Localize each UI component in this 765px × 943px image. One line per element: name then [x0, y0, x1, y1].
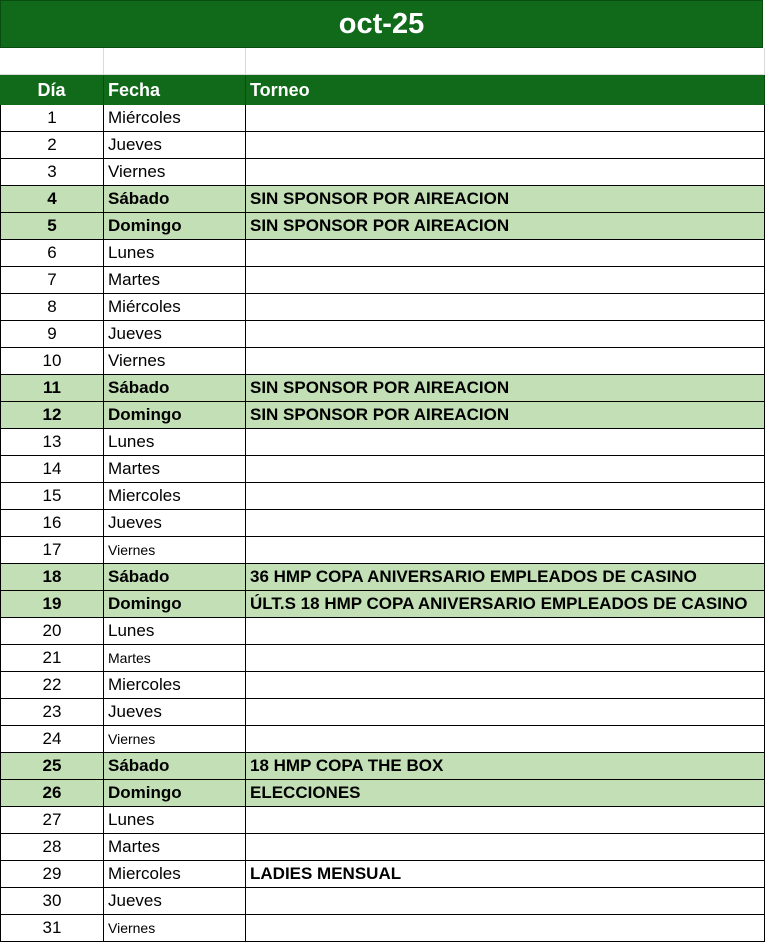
table-row	[0, 267, 765, 294]
torneo-cell[interactable]	[246, 915, 765, 941]
table-row	[0, 348, 765, 375]
blank-row	[0, 48, 765, 75]
dia-cell[interactable]: 26	[0, 780, 104, 806]
table-row	[0, 105, 765, 132]
dia-cell[interactable]: 17	[0, 537, 104, 563]
table-row	[0, 240, 765, 267]
header-dia[interactable]: Día	[0, 75, 104, 105]
table-row	[0, 618, 765, 645]
table-row	[0, 591, 765, 618]
header-fecha[interactable]: Fecha	[104, 75, 246, 105]
table-row	[0, 321, 765, 348]
dia-cell[interactable]: 30	[0, 888, 104, 914]
torneo-cell[interactable]: 36 HMP COPA ANIVERSARIO EMPLEADOS DE CASINO	[246, 564, 765, 590]
table-row	[0, 672, 765, 699]
fecha-cell[interactable]: Sábado	[104, 375, 246, 401]
torneo-cell[interactable]	[246, 348, 765, 374]
torneo-cell[interactable]: ELECCIONES	[246, 780, 765, 806]
fecha-cell[interactable]: Viernes	[104, 348, 246, 374]
fecha-cell[interactable]: Lunes	[104, 807, 246, 833]
dia-cell[interactable]: 8	[0, 294, 104, 320]
dia-cell[interactable]: 6	[0, 240, 104, 266]
table-row	[0, 132, 765, 159]
torneo-cell[interactable]	[246, 618, 765, 644]
table-row	[0, 834, 765, 861]
table-row	[0, 726, 765, 753]
table-row	[0, 159, 765, 186]
fecha-cell[interactable]: Viernes	[104, 537, 246, 563]
fecha-cell[interactable]: Sábado	[104, 186, 246, 212]
dia-cell[interactable]: 21	[0, 645, 104, 671]
fecha-cell[interactable]: Jueves	[104, 132, 246, 158]
dia-cell[interactable]: 11	[0, 375, 104, 401]
fecha-cell[interactable]: Domingo	[104, 402, 246, 428]
blank-cell[interactable]	[0, 48, 104, 75]
torneo-cell[interactable]	[246, 510, 765, 536]
torneo-cell[interactable]	[246, 807, 765, 833]
torneo-cell[interactable]	[246, 699, 765, 725]
table-row	[0, 375, 765, 402]
fecha-cell[interactable]: Miercoles	[104, 483, 246, 509]
table-row	[0, 699, 765, 726]
fecha-cell[interactable]: Sábado	[104, 564, 246, 590]
fecha-cell[interactable]: Lunes	[104, 429, 246, 455]
table-row	[0, 294, 765, 321]
fecha-cell[interactable]: Domingo	[104, 213, 246, 239]
table-row	[0, 402, 765, 429]
dia-cell[interactable]: 16	[0, 510, 104, 536]
calendar-rows	[0, 105, 765, 942]
dia-cell[interactable]: 19	[0, 591, 104, 617]
fecha-cell[interactable]: Domingo	[104, 591, 246, 617]
fecha-cell[interactable]: Miercoles	[104, 672, 246, 698]
torneo-cell[interactable]	[246, 429, 765, 455]
torneo-cell[interactable]	[246, 321, 765, 347]
table-row	[0, 456, 765, 483]
torneo-cell[interactable]	[246, 132, 765, 158]
dia-cell[interactable]: 1	[0, 105, 104, 131]
fecha-cell[interactable]: Miercoles	[104, 861, 246, 887]
fecha-cell[interactable]: Domingo	[104, 780, 246, 806]
table-row	[0, 915, 765, 942]
blank-cell[interactable]	[246, 48, 765, 75]
dia-cell[interactable]: 25	[0, 753, 104, 779]
table-row	[0, 753, 765, 780]
dia-cell[interactable]: 3	[0, 159, 104, 185]
fecha-cell[interactable]: Jueves	[104, 321, 246, 347]
torneo-cell[interactable]: 18 HMP COPA THE BOX	[246, 753, 765, 779]
table-row	[0, 645, 765, 672]
fecha-cell[interactable]: Martes	[104, 834, 246, 860]
month-title[interactable]: oct-25	[0, 0, 763, 48]
fecha-cell[interactable]: Martes	[104, 645, 246, 671]
torneo-cell[interactable]	[246, 240, 765, 266]
fecha-cell[interactable]: Viernes	[104, 726, 246, 752]
dia-cell[interactable]: 2	[0, 132, 104, 158]
torneo-cell[interactable]	[246, 483, 765, 509]
dia-cell[interactable]: 10	[0, 348, 104, 374]
blank-cell[interactable]	[104, 48, 246, 75]
table-row	[0, 483, 765, 510]
dia-cell[interactable]: 7	[0, 267, 104, 293]
dia-cell[interactable]: 28	[0, 834, 104, 860]
torneo-cell[interactable]	[246, 267, 765, 293]
fecha-cell[interactable]: Miércoles	[104, 105, 246, 131]
dia-cell[interactable]: 31	[0, 915, 104, 941]
torneo-cell[interactable]: ÚLT.S 18 HMP COPA ANIVERSARIO EMPLEADOS DE CASINO	[246, 591, 765, 617]
fecha-cell[interactable]: Viernes	[104, 915, 246, 941]
dia-cell[interactable]: 5	[0, 213, 104, 239]
fecha-cell[interactable]: Lunes	[104, 240, 246, 266]
torneo-cell[interactable]	[246, 456, 765, 482]
table-row	[0, 780, 765, 807]
torneo-cell[interactable]	[246, 645, 765, 671]
fecha-cell[interactable]: Jueves	[104, 888, 246, 914]
dia-cell[interactable]: 22	[0, 672, 104, 698]
fecha-cell[interactable]: Viernes	[104, 159, 246, 185]
torneo-cell[interactable]	[246, 294, 765, 320]
table-row	[0, 213, 765, 240]
dia-cell[interactable]: 29	[0, 861, 104, 887]
fecha-cell[interactable]: Martes	[104, 456, 246, 482]
dia-cell[interactable]: 13	[0, 429, 104, 455]
dia-cell[interactable]: 4	[0, 186, 104, 212]
torneo-cell[interactable]	[246, 159, 765, 185]
torneo-cell[interactable]: SIN SPONSOR POR AIREACION	[246, 402, 765, 428]
dia-cell[interactable]: 27	[0, 807, 104, 833]
fecha-cell[interactable]: Jueves	[104, 510, 246, 536]
table-row	[0, 807, 765, 834]
torneo-cell[interactable]: LADIES MENSUAL	[246, 861, 765, 887]
table-row	[0, 429, 765, 456]
dia-cell[interactable]: 20	[0, 618, 104, 644]
fecha-cell[interactable]: Sábado	[104, 753, 246, 779]
column-header-row	[0, 75, 765, 105]
table-row	[0, 537, 765, 564]
dia-cell[interactable]: 12	[0, 402, 104, 428]
table-row	[0, 888, 765, 915]
torneo-cell[interactable]	[246, 834, 765, 860]
dia-cell[interactable]: 23	[0, 699, 104, 725]
dia-cell[interactable]: 9	[0, 321, 104, 347]
header-torneo[interactable]: Torneo	[246, 75, 765, 105]
table-row	[0, 510, 765, 537]
table-row	[0, 861, 765, 888]
torneo-cell[interactable]	[246, 537, 765, 563]
torneo-cell[interactable]	[246, 726, 765, 752]
fecha-cell[interactable]: Miércoles	[104, 294, 246, 320]
torneo-cell[interactable]: SIN SPONSOR POR AIREACION	[246, 186, 765, 212]
dia-cell[interactable]: 14	[0, 456, 104, 482]
torneo-cell[interactable]	[246, 672, 765, 698]
fecha-cell[interactable]: Martes	[104, 267, 246, 293]
dia-cell[interactable]: 24	[0, 726, 104, 752]
dia-cell[interactable]: 15	[0, 483, 104, 509]
torneo-cell[interactable]: SIN SPONSOR POR AIREACION	[246, 375, 765, 401]
fecha-cell[interactable]: Lunes	[104, 618, 246, 644]
torneo-cell[interactable]	[246, 888, 765, 914]
table-row	[0, 186, 765, 213]
table-row	[0, 564, 765, 591]
torneo-cell[interactable]	[246, 105, 765, 131]
torneo-cell[interactable]: SIN SPONSOR POR AIREACION	[246, 213, 765, 239]
fecha-cell[interactable]: Jueves	[104, 699, 246, 725]
dia-cell[interactable]: 18	[0, 564, 104, 590]
